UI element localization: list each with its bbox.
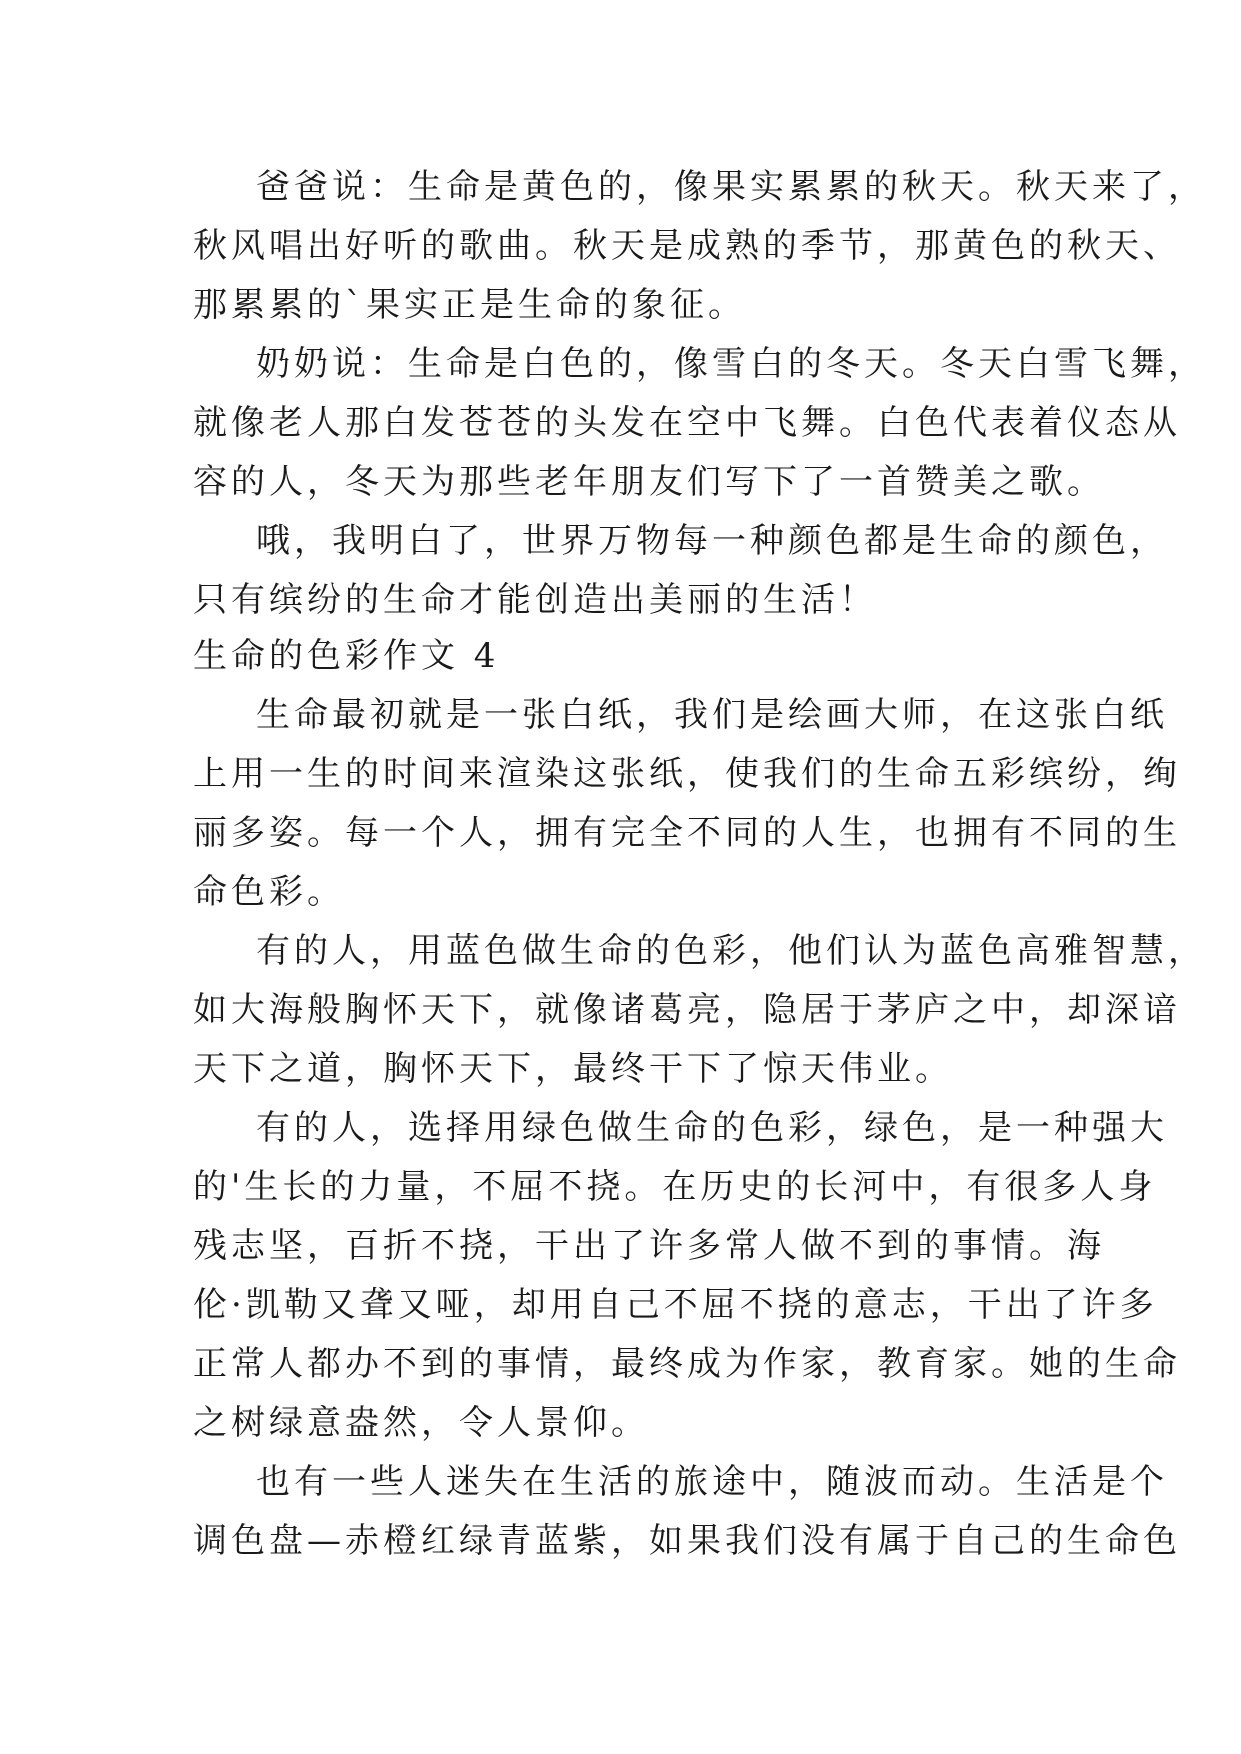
- paragraph-line: 也有一些人迷失在生活的旅途中，随波而动。生活是个: [256, 1462, 1168, 1502]
- paragraph-line: 命色彩。: [193, 872, 345, 912]
- section-title: 生命的色彩作文 4: [193, 636, 500, 676]
- paragraph-line: 丽多姿。每一个人，拥有完全不同的人生，也拥有不同的生: [193, 813, 1181, 853]
- paragraph-line: 那累累的`果实正是生命的象征。: [193, 285, 746, 325]
- paragraph-line: 容的人，冬天为那些老年朋友们写下了一首赞美之歌。: [193, 462, 1105, 502]
- paragraph-line: 伦·凯勒又聋又哑，却用自己不屈不挠的意志，干出了许多: [193, 1285, 1158, 1325]
- paragraph-line: 如大海般胸怀天下，就像诸葛亮，隐居于茅庐之中，却深谙: [193, 990, 1181, 1030]
- paragraph-line: 哦，我明白了，世界万物每一种颜色都是生命的颜色，: [256, 521, 1168, 561]
- paragraph-line: 有的人，用蓝色做生命的色彩，他们认为蓝色高雅智慧，: [256, 931, 1206, 971]
- paragraph-line: 之树绿意盎然，令人景仰。: [193, 1403, 649, 1443]
- paragraph-line: 正常人都办不到的事情，最终成为作家，教育家。她的生命: [193, 1344, 1181, 1384]
- paragraph-line: 生命最初就是一张白纸，我们是绘画大师，在这张白纸: [256, 695, 1168, 735]
- paragraph-line: 奶奶说：生命是白色的，像雪白的冬天。冬天白雪飞舞，: [256, 344, 1206, 384]
- paragraph-line: 调色盘—赤橙红绿青蓝紫，如果我们没有属于自己的生命色: [193, 1521, 1181, 1561]
- paragraph-line: 的'生长的力量，不屈不挠。在历史的长河中，有很多人身: [193, 1167, 1157, 1207]
- paragraph-line: 残志坚，百折不挠，干出了许多常人做不到的事情。海: [193, 1226, 1105, 1266]
- paragraph-line: 有的人，选择用绿色做生命的色彩，绿色，是一种强大: [256, 1108, 1168, 1148]
- paragraph-line: 只有缤纷的生命才能创造出美丽的生活！: [193, 580, 877, 620]
- paragraph-line: 上用一生的时间来渲染这张纸，使我们的生命五彩缤纷，绚: [193, 754, 1181, 794]
- paragraph-line: 天下之道，胸怀天下，最终干下了惊天伟业。: [193, 1049, 953, 1089]
- paragraph-line: 爸爸说：生命是黄色的，像果实累累的秋天。秋天来了，: [256, 167, 1206, 207]
- paragraph-line: 就像老人那白发苍苍的头发在空中飞舞。白色代表着仪态从: [193, 403, 1181, 443]
- paragraph-line: 秋风唱出好听的歌曲。秋天是成熟的季节，那黄色的秋天、: [193, 226, 1181, 266]
